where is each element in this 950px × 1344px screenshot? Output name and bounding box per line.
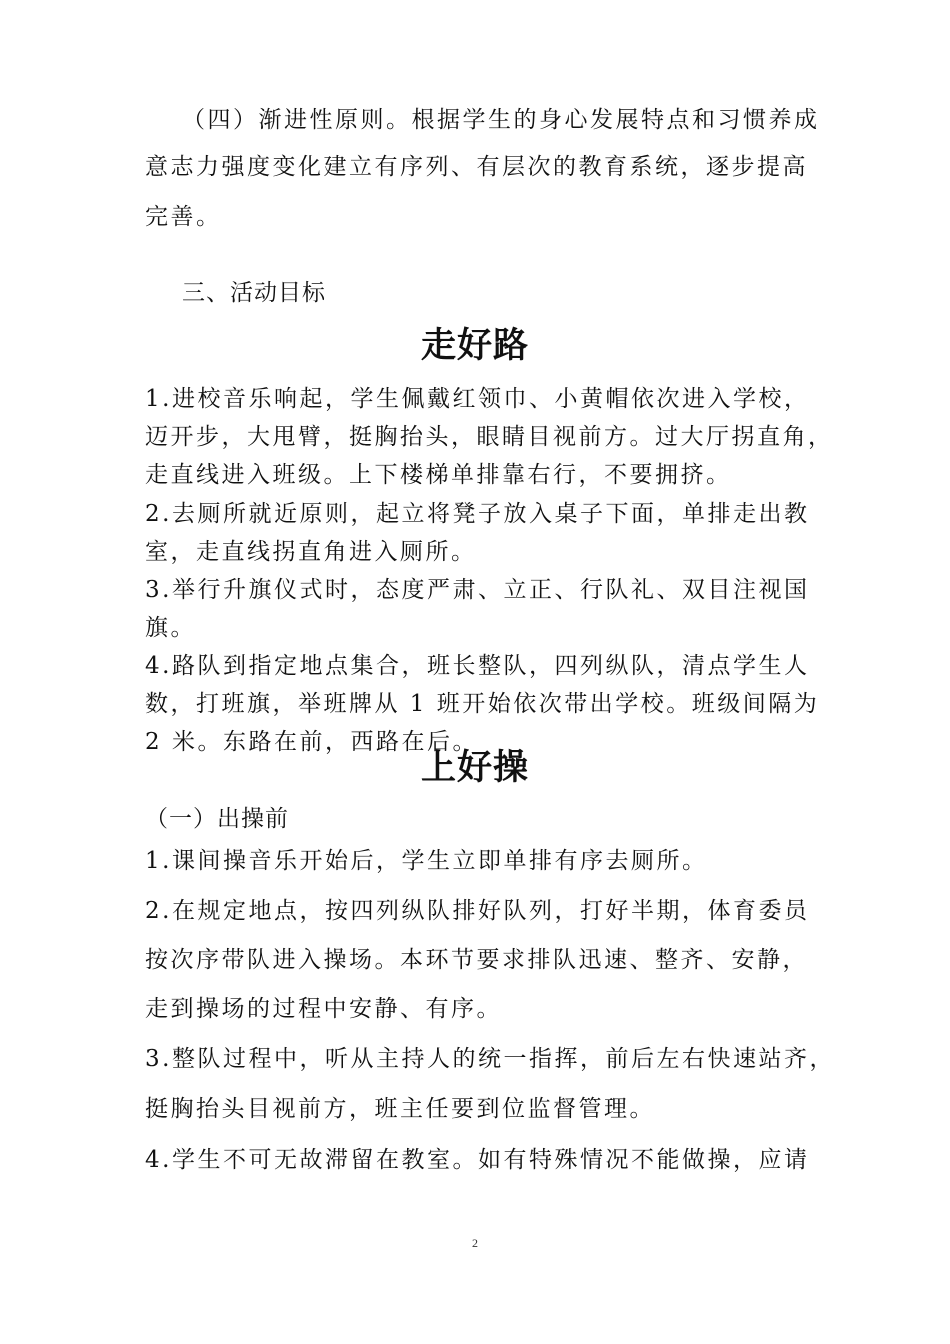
exercise-line-7: 4.学生不可无故滞留在教室。如有特殊情况不能做操，应请 <box>145 1147 810 1173</box>
walk-line-7: 旗。 <box>145 615 196 641</box>
walk-line-8: 4.路队到指定地点集合，班长整队，四列纵队，清点学生人 <box>145 653 810 679</box>
section-heading: 三、活动目标 <box>182 280 326 306</box>
walk-line-1: 1.进校音乐响起，学生佩戴红领巾、小黄帽依次进入学校， <box>145 386 810 412</box>
exercise-line-5: 3.整队过程中，听从主持人的统一指挥，前后左右快速站齐， <box>145 1046 835 1072</box>
walk-line-3: 走直线进入班级。上下楼梯单排靠右行，不要拥挤。 <box>145 462 732 488</box>
walk-line-2: 迈开步，大甩臂，挺胸抬头，眼睛目视前方。过大厅拐直角， <box>145 424 834 450</box>
intro-line-3: 完善。 <box>145 204 222 230</box>
walk-line-5: 室，走直线拐直角进入厕所。 <box>145 539 477 565</box>
walk-line-4: 2.去厕所就近原则，起立将凳子放入桌子下面，单排走出教 <box>145 501 810 527</box>
intro-line-2: 意志力强度变化建立有序列、有层次的教育系统，逐步提高 <box>145 154 808 180</box>
walk-line-9: 数，打班旗，举班牌从 1 班开始依次带出学校。班级间隔为 <box>145 691 820 717</box>
exercise-line-6: 挺胸抬头目视前方，班主任要到位监督管理。 <box>145 1096 655 1122</box>
exercise-subheading: （一）出操前 <box>145 806 289 832</box>
intro-line-1: （四）渐进性原则。根据学生的身心发展特点和习惯养成 <box>182 107 820 133</box>
exercise-line-3: 按次序带队进入操场。本环节要求排队迅速、整齐、安静， <box>145 947 808 973</box>
exercise-line-4: 走到操场的过程中安静、有序。 <box>145 996 502 1022</box>
page-number: 2 <box>472 1236 478 1250</box>
walk-line-6: 3.举行升旗仪式时，态度严肃、立正、行队礼、双目注视国 <box>145 577 810 603</box>
exercise-line-1: 1.课间操音乐开始后，学生立即单排有序去厕所。 <box>145 848 708 874</box>
walk-title: 走好路 <box>420 325 529 366</box>
exercise-title: 上好操 <box>420 747 529 788</box>
exercise-line-2: 2.在规定地点，按四列纵队排好队列，打好半期，体育委员 <box>145 898 810 924</box>
walk-line-10: 2 米。东路在前，西路在后。 <box>145 729 478 755</box>
